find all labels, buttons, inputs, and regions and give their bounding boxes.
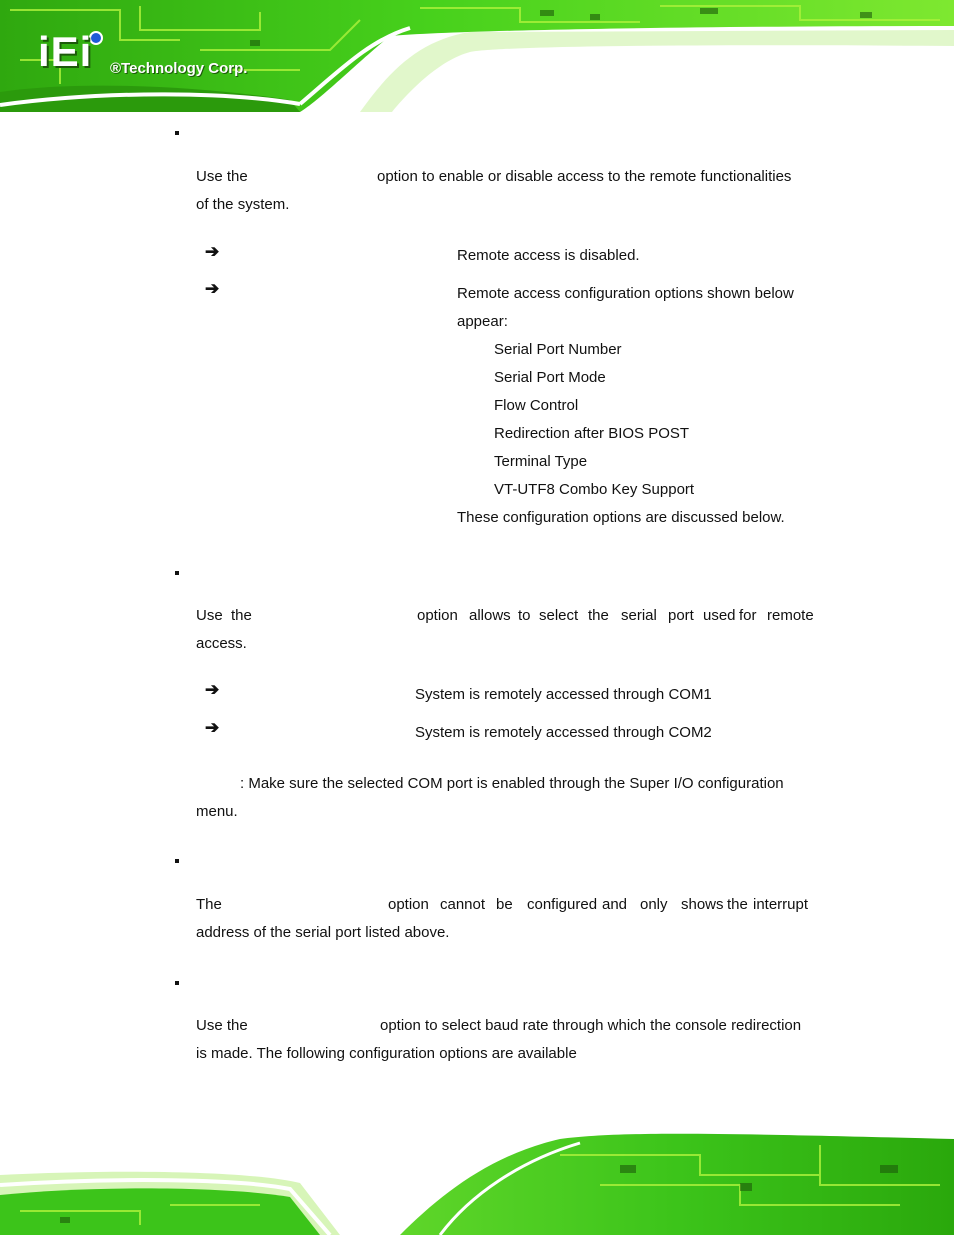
section1-intro-line2: of the system. [196,196,290,213]
square-bullet-icon [175,981,179,985]
intro-word: configured [527,896,598,913]
circuit-board-banner-graphic [0,0,954,112]
section1-closing: These configuration options are discussed below. [457,509,785,526]
intro-word: the [588,607,609,624]
page-footer-banner [0,1125,954,1235]
sub-item: Serial Port Number [494,341,622,358]
sub-item: VT-UTF8 Combo Key Support [494,481,695,498]
square-bullet-icon [175,859,179,863]
section4-intro-trail: option to select baud rate through which the console redirection [380,1017,802,1034]
sub-item: Flow Control [494,397,579,414]
sub-item: Redirection after BIOS POST [494,425,690,442]
section1-intro-lead: Use the [196,168,248,185]
arrow-right-icon: ➔ [205,680,220,699]
section4-intro-lead: Use the [196,1017,248,1034]
intro-word: serial [621,607,657,624]
intro-word: option [388,896,429,913]
option-desc-line2: appear: [457,313,508,330]
intro-word: and [602,896,628,913]
intro-word: option [417,607,458,624]
note-line1: : Make sure the selected COM port is enabled through the Super I/O configuration [240,775,784,792]
intro-word: only [640,896,668,913]
intro-word: interrupt [753,896,809,913]
brand-tagline: ®Technology Corp. [110,60,248,77]
option-desc: System is remotely accessed through COM1 [415,686,712,703]
intro-word: remote [767,607,814,624]
option-desc: System is remotely accessed through COM2 [415,724,712,741]
intro-word: for [739,607,757,624]
page-header-banner [0,0,954,112]
brand-logo: iEi [38,28,93,75]
arrow-right-icon: ➔ [205,242,220,261]
intro-word: used [703,607,736,624]
section3-intro-line2: address of the serial port listed above. [196,924,450,941]
intro-word: select [539,607,579,624]
sub-item: Terminal Type [494,453,588,470]
intro-word: the [727,896,748,913]
arrow-right-icon: ➔ [205,718,220,737]
option-desc: Remote access is disabled. [457,247,640,264]
square-bullet-icon [175,131,179,135]
section4-intro-line2: is made. The following configuration options are available [196,1045,577,1062]
section1-intro-trail: option to enable or disable access to the remote functionalities [377,168,792,185]
arrow-right-icon: ➔ [205,279,220,298]
intro-word: shows [681,896,724,913]
intro-word: be [496,896,513,913]
intro-word: the [231,607,252,624]
intro-word: cannot [440,896,486,913]
intro-word: Use [196,607,223,624]
circuit-board-footer-graphic [0,1125,954,1235]
intro-word: to [518,607,531,624]
option-desc: Remote access configuration options shown below [457,285,794,302]
intro-word: allows [469,607,511,624]
square-bullet-icon [175,571,179,575]
section2-intro-line2: access. [196,635,247,652]
intro-word: port [668,607,694,624]
note-line2: menu. [196,803,238,820]
sub-item: Serial Port Mode [494,369,606,386]
intro-word: The [196,896,222,913]
